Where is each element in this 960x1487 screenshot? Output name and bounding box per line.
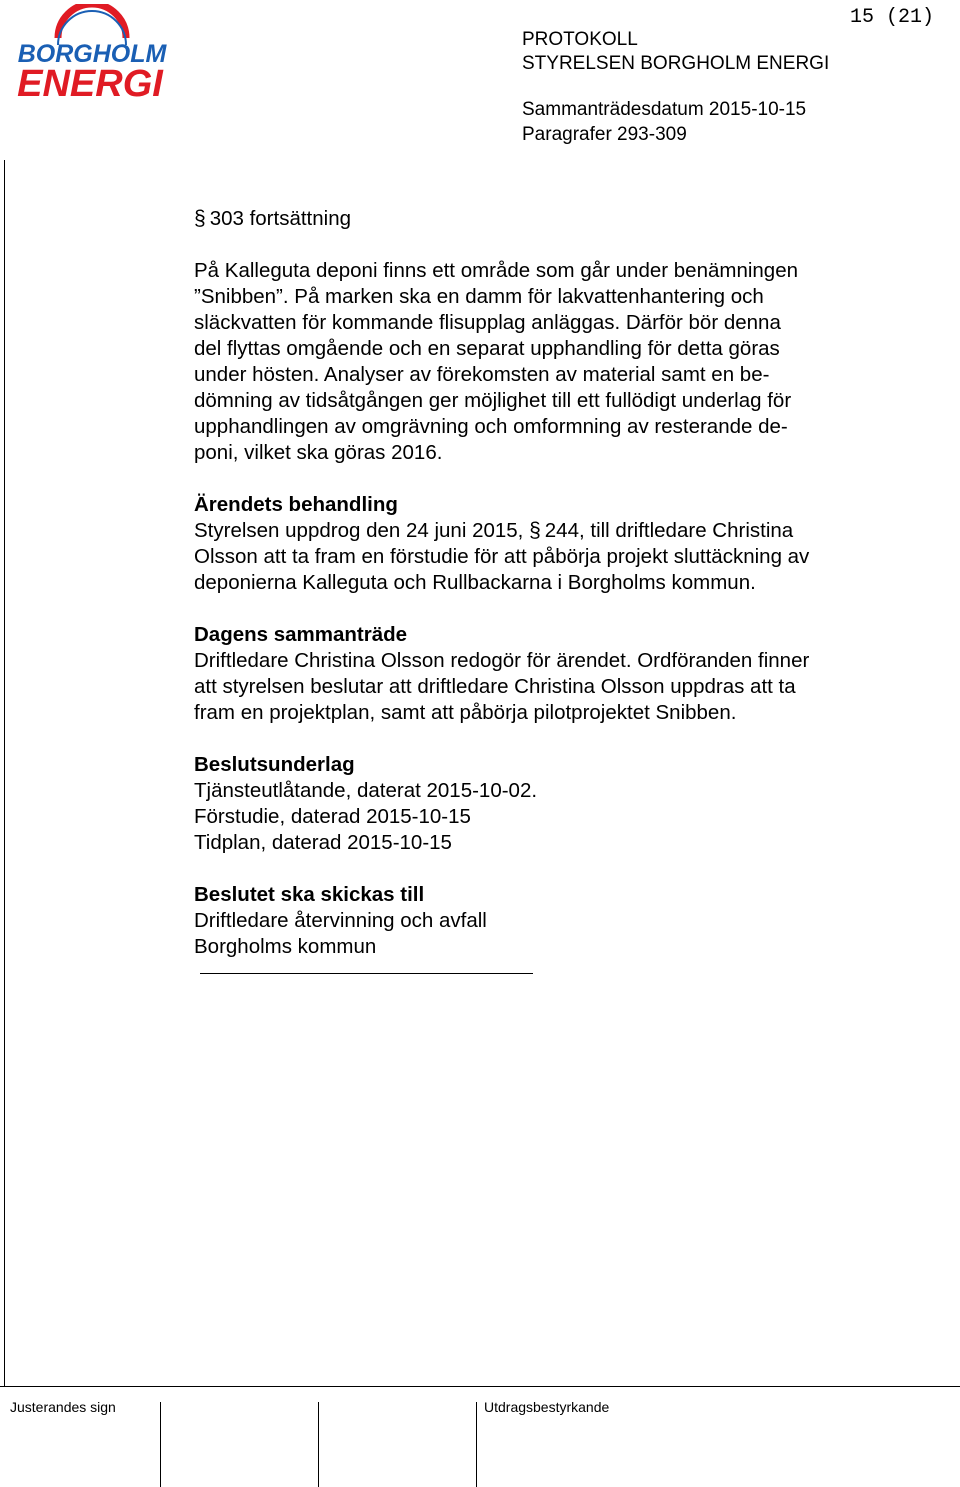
dagens-line: fram en projektplan, samt att påbörja pilotprojektet Snibben. [194, 701, 737, 724]
intro-line: upphandlingen av omgrävning och omformning av resterande de- [194, 415, 788, 438]
intro-line: del flyttas omgående och en separat upphandling för detta göras [194, 337, 780, 360]
footer-divider [0, 1386, 960, 1387]
section-title-text: 303 fortsättning [209, 207, 352, 230]
intro-line: ”Snibben”. På marken ska en damm för lakvattenhantering och [194, 285, 764, 308]
paragraph-sign-icon: § [529, 519, 541, 542]
underlag-item: Tjänsteutlåtande, daterat 2015-10-02. [194, 779, 538, 802]
page-number: 15 (21) [849, 6, 934, 29]
arendets-heading: Ärendets behandling [194, 493, 398, 516]
document-body [194, 206, 894, 960]
footer-sign-box-divider [318, 1402, 319, 1487]
intro-line: under hösten. Analyser av förekomsten av material samt en be- [194, 363, 770, 386]
skickas-heading: Beslutet ska skickas till [194, 883, 425, 906]
skickas-item: Borgholms kommun [194, 935, 377, 958]
skickas-item: Driftledare återvinning och avfall [194, 909, 487, 932]
arendets-line: Olsson att ta fram en förstudie för att påbörja projekt sluttäckning av [194, 545, 810, 568]
paragraph-range: Paragrafer 293-309 [522, 124, 687, 145]
intro-line: dömning av tidsåtgången ger möjlighet till ett fullödigt underlag för [194, 389, 792, 412]
arendets-line: deponierna Kalleguta och Rullbackarna i Borgholms kommun. [194, 571, 756, 594]
dagens-line: att styrelsen beslutar att driftledare Christina Olsson uppdras att ta [194, 675, 796, 698]
underlag-heading: Beslutsunderlag [194, 753, 355, 776]
end-rule [200, 973, 533, 974]
logo-text-energi: ENERGI [17, 63, 163, 100]
section-title [194, 206, 894, 232]
doc-type: PROTOKOLL [522, 29, 638, 50]
borgholm-energi-logo [8, 4, 176, 100]
intro-line: släckvatten för kommande flisupplag anläggas. Därför bör denna [194, 311, 781, 334]
dagens-heading: Dagens sammanträde [194, 623, 408, 646]
footer-justerandes-sign: Justerandes sign [10, 1399, 116, 1415]
footer-sign-box-divider [160, 1402, 161, 1487]
footer-utdragsbestyrkande: Utdragsbestyrkande [484, 1399, 610, 1415]
left-margin-line [4, 160, 5, 1386]
board-name: STYRELSEN BORGHOLM ENERGI [522, 53, 830, 74]
intro-line: På Kalleguta deponi finns ett område som går under benämningen [194, 259, 799, 282]
intro-line: poni, vilket ska göras 2016. [194, 441, 443, 464]
meeting-date: Sammanträdesdatum 2015-10-15 [522, 99, 807, 120]
footer-sign-box-divider [476, 1402, 477, 1487]
arendets-line: Styrelsen uppdrog den 24 juni 2015, § 244, till driftledare Christina [194, 519, 794, 542]
underlag-item: Förstudie, daterad 2015-10-15 [194, 805, 471, 828]
paragraph-sign-icon: § [194, 207, 206, 230]
dagens-line: Driftledare Christina Olsson redogör för ärendet. Ordföranden finner [194, 649, 810, 672]
logo-text-borgholm: BORGHOLM [17, 40, 167, 68]
underlag-item: Tidplan, daterad 2015-10-15 [194, 831, 452, 854]
